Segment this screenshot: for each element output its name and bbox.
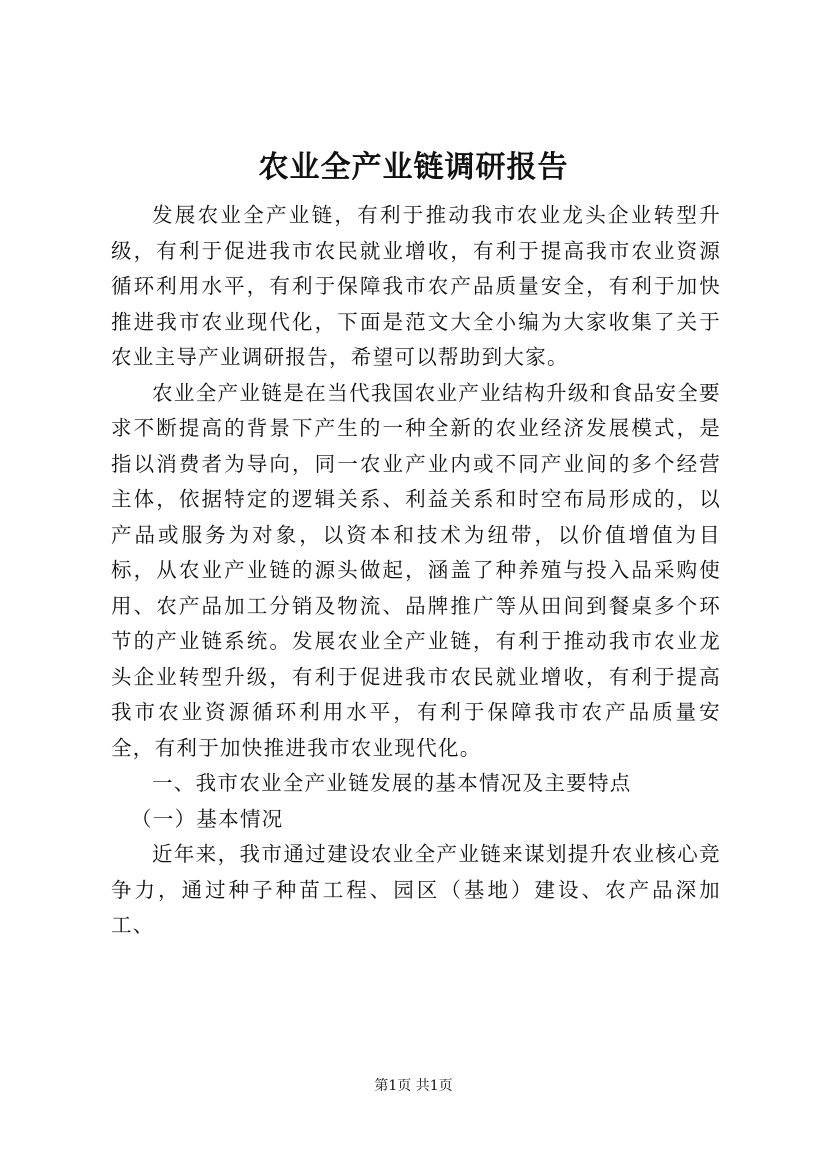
document-body [111, 198, 721, 944]
page-number-footer: 第1页 共1页 [374, 1078, 453, 1094]
subsection-heading: （一）基本情况 [131, 806, 284, 831]
intro-paragraph: 发展农业全产业链，有利于推动我市农业龙头企业转型升级，有利于促进我市农民就业增收，有利于提高我市农业资源循环利用水平，有利于保障我市农产品质量安全，有利于加快推进我市农业现代化，下面是范文大全小编为大家收集了关于农业主导产业调研报告，希望可以帮助到大家。 [111, 203, 721, 369]
definition-paragraph: 农业全产业链是在当代我国农业产业结构升级和食品安全要求不断提高的背景下产生的一种全新的农业经济发展模式，是指以消费者为导向，同一农业产业内或不同产业间的多个经营主体，依据特定的逻辑关系、利益关系和时空布局形成的，以产品或服务为对象，以资本和技术为纽带，以价值增值为目标，从农业产业链的源头做起，涵盖了种养殖与投入品采购使用、农产品加工分销及物流、品牌推广等从田间到餐桌多个环节的产业链系统。发展农业全产业链，有利于推动我市农业龙头企业转型升级，有利于促进我市农民就业增收，有利于提高我市农业资源循环利用水平，有利于保障我市农产品质量安全，有利于加快推进我市农业现代化。 [111, 380, 721, 760]
section-heading: 一、我市农业全产业链发展的基本情况及主要特点 [152, 771, 632, 795]
document-title: 农业全产业链调研报告 [258, 150, 569, 185]
recent-years-paragraph: 近年来，我市通过建设农业全产业链来谋划提升农业核心竞争力，通过种子种苗工程、园区（基地）建设、农产品深加工、 [111, 842, 721, 937]
